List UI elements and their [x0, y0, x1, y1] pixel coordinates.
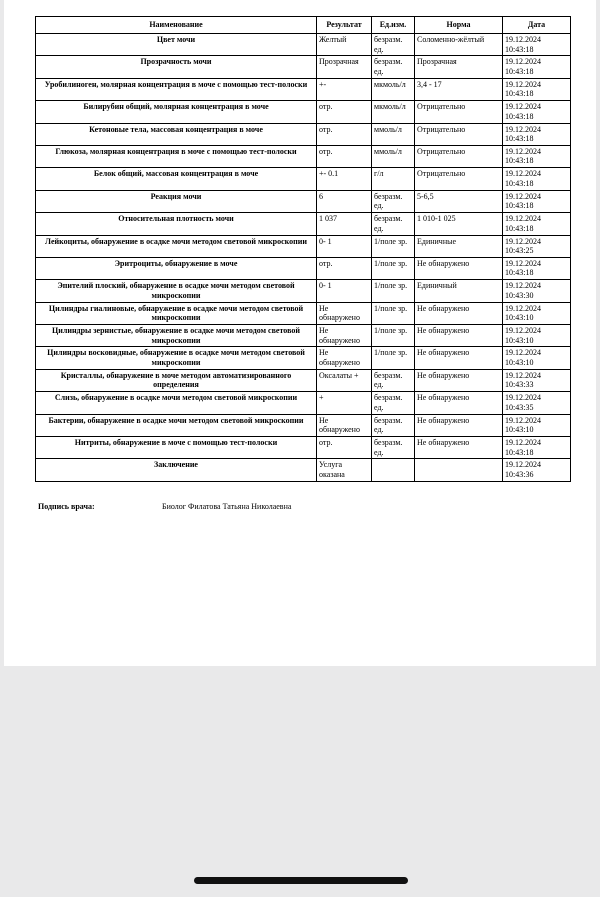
- table-row: [36, 257, 571, 279]
- cell-unit: 1/поле зр.: [372, 280, 415, 302]
- table-row: [36, 78, 571, 100]
- table-row: [36, 347, 571, 369]
- table-header-row: [36, 17, 571, 34]
- table-row: [36, 392, 571, 414]
- cell-norm: Не обнаружено: [415, 257, 503, 279]
- cell-name: Слизь, обнаружение в осадке мочи методом световой микроскопии: [36, 392, 317, 414]
- table-row: [36, 235, 571, 257]
- cell-name: Белок общий, массовая концентрация в моче: [36, 168, 317, 190]
- lab-results-table: [35, 16, 571, 482]
- cell-name: Билирубин общий, молярная концентрация в моче: [36, 101, 317, 123]
- cell-name: Нитриты, обнаружение в моче с помощью тест-полоски: [36, 437, 317, 459]
- table-row: [36, 213, 571, 235]
- cell-result: отр.: [317, 145, 372, 167]
- cell-norm: Не обнаружено: [415, 325, 503, 347]
- cell-norm: Отрицательно: [415, 101, 503, 123]
- home-indicator[interactable]: [194, 877, 408, 884]
- cell-norm: Не обнаружено: [415, 302, 503, 324]
- cell-date: 19.12.2024 10:43:35: [503, 392, 571, 414]
- cell-date: 19.12.2024 10:43:18: [503, 168, 571, 190]
- cell-name: Реакция мочи: [36, 190, 317, 212]
- cell-unit: безразм. ед.: [372, 213, 415, 235]
- table-row: [36, 325, 571, 347]
- table-row: [36, 190, 571, 212]
- cell-result: Оксалаты +: [317, 369, 372, 391]
- cell-result: Прозрачная: [317, 56, 372, 78]
- cell-result: Не обнаружено: [317, 347, 372, 369]
- table-row: [36, 369, 571, 391]
- cell-result: Услуга оказана: [317, 459, 372, 481]
- cell-date: 19.12.2024 10:43:18: [503, 437, 571, 459]
- cell-name: Цилиндры гиалиновые, обнаружение в осадке мочи методом световой микроскопии: [36, 302, 317, 324]
- cell-unit: 1/поле зр.: [372, 235, 415, 257]
- cell-result: 0- 1: [317, 235, 372, 257]
- cell-date: 19.12.2024 10:43:10: [503, 414, 571, 436]
- cell-norm: Отрицательно: [415, 123, 503, 145]
- cell-unit: 1/поле зр.: [372, 325, 415, 347]
- cell-date: 19.12.2024 10:43:10: [503, 302, 571, 324]
- cell-name: Бактерии, обнаружение в осадке мочи методом световой микроскопии: [36, 414, 317, 436]
- cell-date: 19.12.2024 10:43:18: [503, 78, 571, 100]
- cell-norm: Не обнаружено: [415, 347, 503, 369]
- signature-label: Подпись врача:: [38, 502, 95, 511]
- cell-name: Цилиндры зернистые, обнаружение в осадке мочи методом световой микроскопии: [36, 325, 317, 347]
- cell-date: 19.12.2024 10:43:18: [503, 190, 571, 212]
- cell-unit: безразм. ед.: [372, 56, 415, 78]
- cell-unit: безразм. ед.: [372, 369, 415, 391]
- table-row: [36, 168, 571, 190]
- cell-date: 19.12.2024 10:43:36: [503, 459, 571, 481]
- cell-date: 19.12.2024 10:43:18: [503, 34, 571, 56]
- cell-norm: Отрицательно: [415, 168, 503, 190]
- table-row: [36, 280, 571, 302]
- cell-name: Кетоновые тела, массовая концентрация в моче: [36, 123, 317, 145]
- cell-result: Не обнаружено: [317, 302, 372, 324]
- cell-name: Заключение: [36, 459, 317, 481]
- cell-result: отр.: [317, 101, 372, 123]
- cell-unit: мкмоль/л: [372, 78, 415, 100]
- cell-date: 19.12.2024 10:43:18: [503, 101, 571, 123]
- header-name: Наименование: [36, 17, 317, 34]
- cell-norm: Прозрачная: [415, 56, 503, 78]
- table-row: [36, 34, 571, 56]
- cell-result: 6: [317, 190, 372, 212]
- cell-result: 1 037: [317, 213, 372, 235]
- cell-result: Не обнаружено: [317, 414, 372, 436]
- cell-unit: 1/поле зр.: [372, 257, 415, 279]
- cell-date: 19.12.2024 10:43:33: [503, 369, 571, 391]
- cell-date: 19.12.2024 10:43:18: [503, 213, 571, 235]
- cell-unit: мкмоль/л: [372, 101, 415, 123]
- cell-date: 19.12.2024 10:43:18: [503, 56, 571, 78]
- header-result: Результат: [317, 17, 372, 34]
- cell-unit: безразм. ед.: [372, 392, 415, 414]
- cell-unit: 1/поле зр.: [372, 302, 415, 324]
- cell-name: Прозрачность мочи: [36, 56, 317, 78]
- cell-name: Цвет мочи: [36, 34, 317, 56]
- document-page: [4, 0, 596, 666]
- header-unit: Ед.изм.: [372, 17, 415, 34]
- cell-norm: Отрицательно: [415, 145, 503, 167]
- table-row: [36, 145, 571, 167]
- cell-date: 19.12.2024 10:43:30: [503, 280, 571, 302]
- cell-name: Кристаллы, обнаружение в моче методом автоматизированного определения: [36, 369, 317, 391]
- header-norm: Норма: [415, 17, 503, 34]
- cell-unit: ммоль/л: [372, 123, 415, 145]
- cell-norm: 3,4 - 17: [415, 78, 503, 100]
- cell-norm: 1 010-1 025: [415, 213, 503, 235]
- cell-unit: безразм. ед.: [372, 34, 415, 56]
- table-row: [36, 56, 571, 78]
- cell-result: отр.: [317, 123, 372, 145]
- cell-result: +: [317, 392, 372, 414]
- cell-unit: 1/поле зр.: [372, 347, 415, 369]
- cell-result: +- 0.1: [317, 168, 372, 190]
- cell-norm: [415, 459, 503, 481]
- cell-date: 19.12.2024 10:43:18: [503, 145, 571, 167]
- cell-unit: безразм. ед.: [372, 190, 415, 212]
- cell-result: Желтый: [317, 34, 372, 56]
- cell-result: отр.: [317, 257, 372, 279]
- cell-unit: ммоль/л: [372, 145, 415, 167]
- cell-norm: Не обнаружено: [415, 369, 503, 391]
- cell-result: Не обнаружено: [317, 325, 372, 347]
- table-row: [36, 302, 571, 324]
- cell-name: Эритроциты, обнаружение в моче: [36, 257, 317, 279]
- cell-name: Эпителий плоский, обнаружение в осадке мочи методом световой микроскопии: [36, 280, 317, 302]
- cell-unit: безразм. ед.: [372, 437, 415, 459]
- cell-unit: г/л: [372, 168, 415, 190]
- cell-unit: безразм. ед.: [372, 414, 415, 436]
- cell-norm: 5-6,5: [415, 190, 503, 212]
- cell-date: 19.12.2024 10:43:25: [503, 235, 571, 257]
- cell-name: Цилиндры восковидные, обнаружение в осадке мочи методом световой микроскопии: [36, 347, 317, 369]
- cell-result: отр.: [317, 437, 372, 459]
- cell-result: +-: [317, 78, 372, 100]
- cell-norm: Не обнаружено: [415, 437, 503, 459]
- cell-date: 19.12.2024 10:43:18: [503, 257, 571, 279]
- cell-date: 19.12.2024 10:43:18: [503, 123, 571, 145]
- table-row: [36, 437, 571, 459]
- cell-unit: [372, 459, 415, 481]
- cell-name: Лейкоциты, обнаружение в осадке мочи методом световой микроскопии: [36, 235, 317, 257]
- cell-name: Относительная плотность мочи: [36, 213, 317, 235]
- signature-value: Биолог Филатова Татьяна Николаевна: [162, 502, 292, 511]
- cell-norm: Единичные: [415, 235, 503, 257]
- cell-norm: Не обнаружено: [415, 392, 503, 414]
- header-date: Дата: [503, 17, 571, 34]
- cell-norm: Не обнаружено: [415, 414, 503, 436]
- cell-name: Глюкоза, молярная концентрация в моче с помощью тест-полоски: [36, 145, 317, 167]
- cell-date: 19.12.2024 10:43:10: [503, 325, 571, 347]
- cell-date: 19.12.2024 10:43:10: [503, 347, 571, 369]
- table-row: [36, 459, 571, 481]
- cell-result: 0- 1: [317, 280, 372, 302]
- table-row: [36, 414, 571, 436]
- cell-name: Уробилиноген, молярная концентрация в моче с помощью тест-полоски: [36, 78, 317, 100]
- cell-norm: Соломенно-жёлтый: [415, 34, 503, 56]
- table-row: [36, 123, 571, 145]
- cell-norm: Единичный: [415, 280, 503, 302]
- table-row: [36, 101, 571, 123]
